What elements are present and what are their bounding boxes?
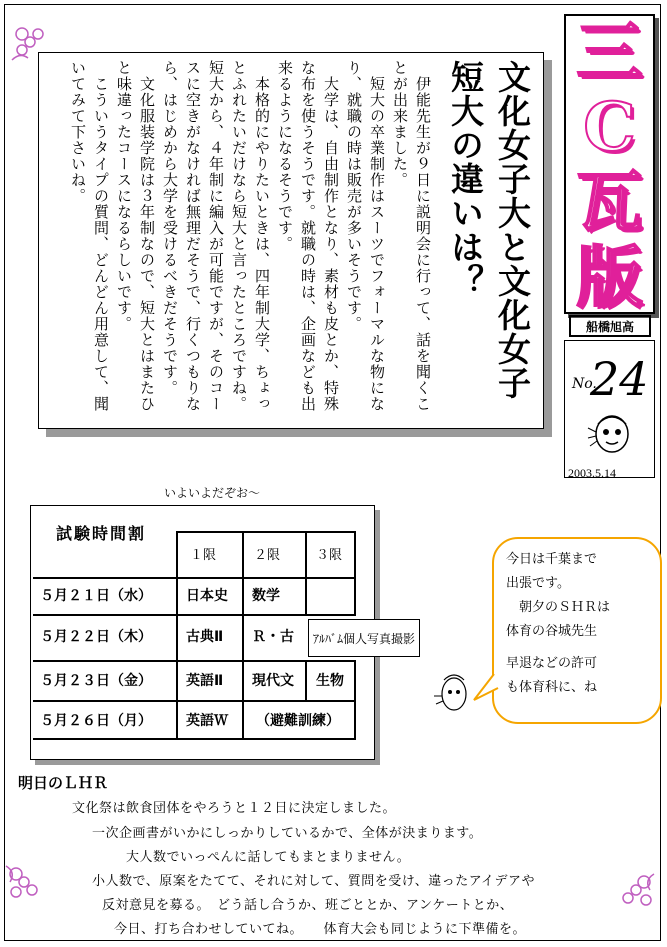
row-date: ５月２６日（月）	[40, 713, 152, 729]
row-period-3: ｱﾙﾊﾞﾑ個人写真撮影	[308, 619, 420, 657]
row-date: ５月２２日（木）	[40, 629, 152, 645]
masthead-char: 版	[576, 237, 643, 316]
bubble-tail-icon	[470, 670, 504, 704]
article-paragraph: 短大の卒業制作はスーツでフォーマルな物になり、就職の時は販売が多いそうです。	[345, 60, 386, 412]
row-period-2: Ｒ・古	[252, 629, 294, 645]
bubble-line: 今日は千葉まで	[506, 552, 598, 567]
bubble-text	[506, 548, 610, 700]
row-period-2: （避難訓練）	[256, 713, 340, 729]
article	[50, 60, 536, 422]
bubble-line: も体育科に、ね	[506, 680, 598, 695]
lhr-line: 反対意見を募る。 どう話し合うか、班ごととか、アンケートとか、	[102, 898, 514, 913]
lhr-title: 明日のＬＨＲ	[18, 774, 109, 792]
row-period-1: 日本史	[186, 588, 228, 604]
row-date: ５月２１日（水）	[40, 588, 152, 604]
masthead-char: 瓦	[576, 162, 643, 241]
mascot-small-icon	[432, 666, 472, 720]
period-header: １限	[190, 548, 217, 563]
issue-date: 2003.5.14	[568, 466, 616, 480]
school-badge: 船橋旭高	[569, 315, 651, 337]
period-header: ２限	[254, 548, 281, 563]
lhr-line: 一次企画書がいかにしっかりしているかで、全体が決まります。	[92, 826, 483, 841]
issue-number: 24	[590, 352, 649, 406]
bubble-line: 朝夕のＳＨＲは	[506, 600, 611, 615]
flower-icon	[10, 22, 50, 62]
article-paragraph: 本格的にやりたいときは、四年制大学、ちょっとふれたいだけなら短大と言ったところですね。短大から、４年制に編入が可能ですが、そのコースに空きがなければ無理だそうで、行くつもりなら、はじめから大学を受けるべきだそうです。	[161, 60, 271, 412]
lhr-line: 大人数でいっぺんに話してもまとまりません。	[126, 850, 411, 865]
row-date: ５月２３日（金）	[40, 673, 152, 689]
row-period-1: 英語Ⅱ	[186, 673, 224, 689]
bubble-line: 早退などの許可	[506, 656, 598, 671]
row-period-1: 古典Ⅱ	[186, 629, 224, 645]
bubble-line: 体育の谷城先生	[506, 624, 598, 639]
row-period-2: 数学	[252, 588, 280, 604]
bubble-line	[506, 644, 610, 652]
lhr-line: 小人数で、原案をたてて、それに対して、質問を受け、違ったアイデアや	[92, 874, 536, 889]
row-period-3: 生物	[316, 673, 344, 689]
article-title: 文化女子大と文化女子短大の違いは？	[446, 60, 532, 400]
row-period-1: 英語Ｗ	[186, 713, 228, 729]
period-header: ３限	[316, 548, 343, 563]
schedule-title: 試験時間割	[56, 524, 147, 543]
masthead-char: C	[583, 87, 636, 166]
article-paragraph: こういうタイプの質問、どんどん用意して、聞いてみて下さいね。	[69, 60, 110, 412]
masthead-char: 三	[576, 12, 643, 91]
article-paragraph: 大学は、自由制作となり、素材も皮とか、特殊な布を使うそうです。就職の時は、企画なども出来るようになるそうです。	[276, 60, 340, 412]
article-paragraph: 伊能先生が９日に説明会に行って、話を聞くことが出来ました。	[391, 60, 432, 412]
row-period-2: 現代文	[252, 673, 294, 689]
article-paragraph: 文化服装学院は３年制なので、短大とはまたひと味違ったコースになるらしいです。	[115, 60, 156, 412]
schedule-caption: いよいよだぞお～	[164, 486, 261, 500]
masthead-title	[564, 14, 655, 314]
issue-label: No.	[572, 376, 597, 392]
bubble-line: 出張です。	[506, 576, 570, 591]
lhr-line: 今日、打ち合わせしていてね。 体育大会も同じように下準備を。	[114, 922, 527, 937]
mascot-icon	[584, 408, 640, 460]
flower-icon	[616, 870, 656, 910]
lhr-line: 文化祭は飲食団体をやろうと１２日に決定しました。	[72, 801, 397, 816]
flower-icon	[4, 862, 44, 902]
